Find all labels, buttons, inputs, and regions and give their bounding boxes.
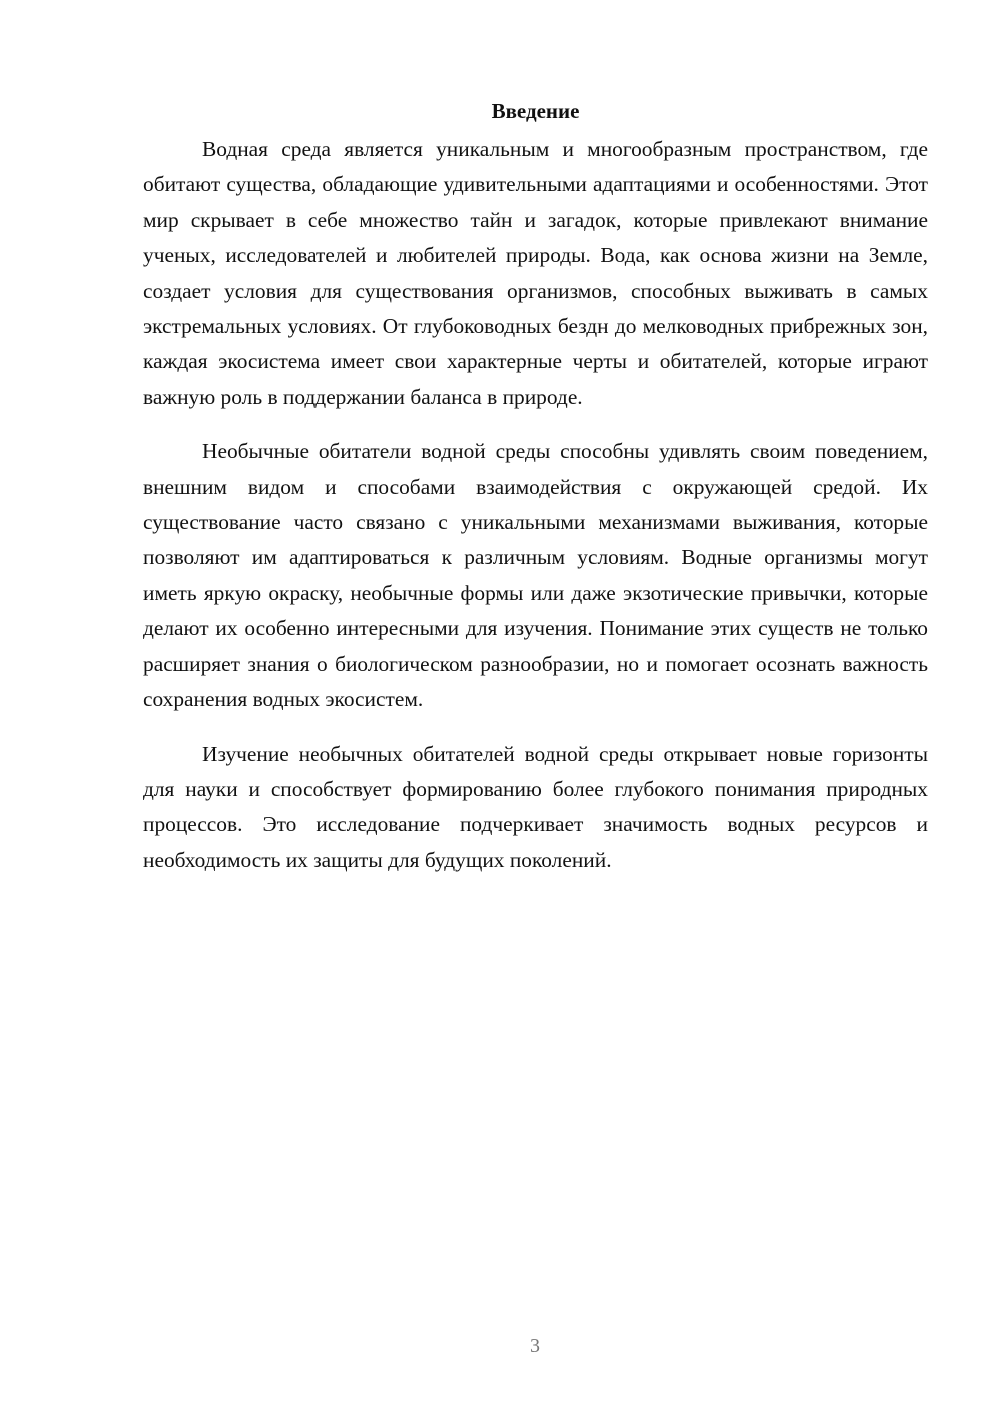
paragraph-2: Необычные обитатели водной среды способны удивлять своим поведением, внешним видом и способами взаимодействия с окружающей средой. Их существование часто связано с уникальными механизмами выживания, которые позволяют им адаптироваться к различным условиям. Водные организмы могут иметь яркую окраску, необычные формы или даже экзотические привычки, которые делают их особенно интересными для изучения. Понимание этих существ не только расширяет знания о биологическом разнообразии, но и помогает осознать важность сохранения водных экосистем. (143, 439, 928, 712)
paragraph-1: Водная среда является уникальным и многообразным пространством, где обитают существа, обладающие удивительными адаптациями и особенностями. Этот мир скрывает в себе множество тайн и загадок, которые привлекают внимание ученых, исследователей и любителей природы. Вода, как основа жизни на Земле, создает условия для существования организмов, способных выживать в самых экстремальных условиях. От глубоководных бездн до мелководных прибрежных зон, каждая экосистема имеет свои характерные черты и обитателей, которые играют важную роль в поддержании баланса в природе. (143, 137, 928, 409)
page-content (143, 96, 928, 897)
page-number: 3 (530, 1335, 540, 1357)
paragraph-3: Изучение необычных обитателей водной среды открывает новые горизонты для науки и способствует формированию более глубокого понимания природных процессов. Это исследование подчеркивает значимость водных ресурсов и необходимость их защиты для будущих поколений. (143, 741, 928, 872)
section-title: Введение (491, 99, 580, 123)
